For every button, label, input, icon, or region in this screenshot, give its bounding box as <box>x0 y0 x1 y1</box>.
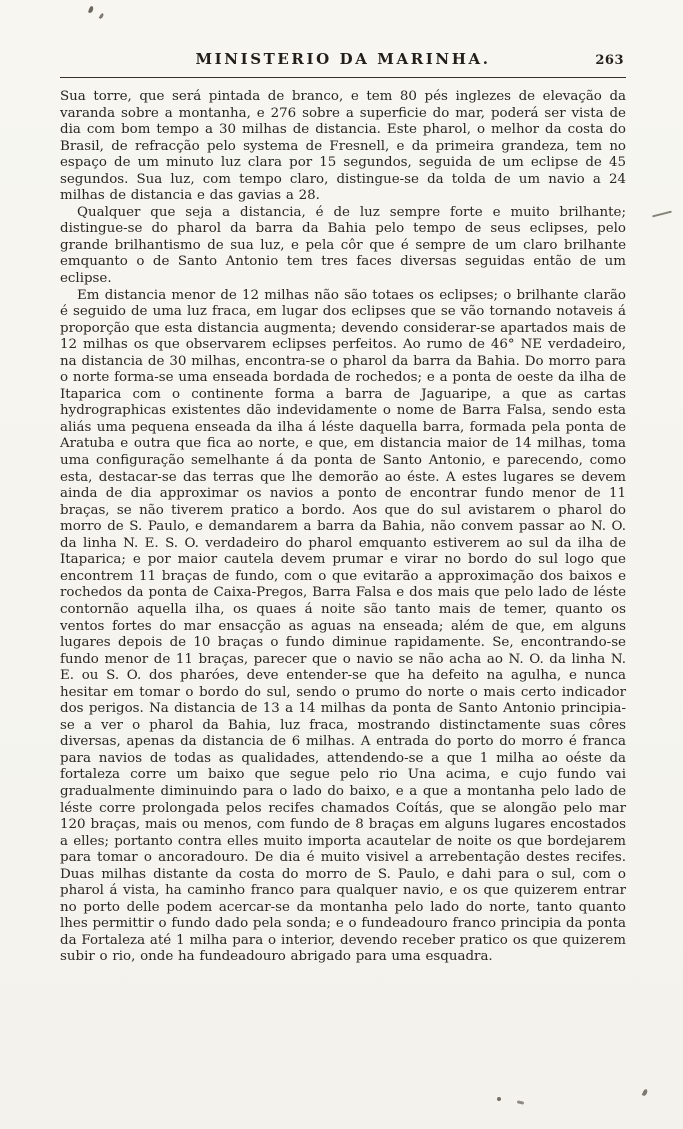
paragraph: Qualquer que seja a distancia, é de luz sempre forte e muito brilhante; distingue-se do pharol da barra da Bahia pelo tempo de seus eclipses, pelo grande brilhantismo de sua luz, e pela côr que é sempre de um claro brilhante emquanto o de Santo Antonio tem tres faces diversas seguidas então de um eclipse. <box>60 204 626 287</box>
running-head-title: MINISTERIO DA MARINHA. <box>195 50 491 68</box>
ink-speck <box>497 1097 501 1101</box>
paragraph: Sua torre, que será pintada de branco, e tem 80 pés inglezes de elevação da varanda sobre a montanha, e 276 sobre a superficie do mar, poderá ser vista de dia com bom tempo a 30 milhas de distancia. Este pharol, o melhor da costa do Brasil, de refracção pelo systema de Fresnell, e da primeira grandeza, tem no espaço de um minuto luz clara por 15 segundos, seguida de um eclipse de 45 segundos. Sua luz, com tempo claro, distingue-se da tolda de um navio a 24 milhas de distancia e das gavias a 28. <box>60 89 626 204</box>
page-header <box>60 50 626 72</box>
paragraph: Em distancia menor de 12 milhas não são totaes os eclipses; o brilhante clarão é seguido de uma luz fraca, em lugar dos eclipses que se vão tornando notaveis á proporção que esta distancia augmenta; devendo considerar-se apartados mais de 12 milhas os que observarem eclipses perfeitos. Ao rumo de 46° NE verdadeiro, na distancia de 30 milhas, encontra-se o pharol da barra da Bahia. Do morro para o norte forma-se uma enseada bordada de rochedos; e a ponta de oeste da ilha de Itaparica com o continente forma a barra de Jaguaripe, a que as cartas hydrographicas existentes dão indevidamente o nome de Barra Falsa, sendo esta aliás uma pequena enseada da ilha á léste daquella barra, formada pela ponta de Aratuba e outra que fica ao norte, e que, em distancia maior de 14 milhas, toma uma configuração semelhante á da ponta de Santo Antonio, e parecendo, como esta, destacar-se das terras que lhe demorão ao éste. A estes lugares se devem ainda de dia approximar os navios a ponto de encontrar fundo menor de 11 braças, se não tiverem pratico a bordo. Aos que do sul avistarem o pharol do morro de S. Paulo, e demandarem a barra da Bahia, não convem passar ao N. O. da linha N. E. S. O. verdadeiro do pharol emquanto estiverem ao sul da ilha de Itaparica; e por maior cautela devem prumar e virar no bordo do sul logo que encontrem 11 braças de fundo, com o que evitarão a approximação dos baixos e rochedos da ponta de Caixa-Pregos, Barra Falsa e dos mais que pelo lado de léste contornão aquella ilha, os quaes á noite são tanto mais de temer, quanto os ventos fortes do mar ensacção as aguas na enseada; além de que, em alguns lugares depois de 10 braças o fundo diminue rapidamente. Se, encontrando-se fundo menor de 11 braças, parecer que o navio se não acha ao N. O. da linha N. E. ou S. O. dos pharóes, deve entender-se que ha defeito na agulha, e nunca hesitar em tomar o bordo do sul, sendo o prumo do norte o mais certo indicador dos perigos. Na distancia de 13 a 14 milhas da ponta de Santo Antonio principia-se a ver o pharol da Bahia, luz fraca, mostrando distinctamente suas côres diversas, apenas da distancia de 6 milhas. A entrada do porto do morro é franca para navios de todas as qualidades, attendendo-se a que 1 milha ao oéste da fortaleza corre um baixo que segue pelo rio Una acima, e cujo fundo vai gradualmente diminuindo para o lado do baixo, e a que a montanha pelo lado de léste corre prolongada pelos recifes chamados Coítás, que se alongão pelo mar 120 braças, mais ou menos, com fundo de 8 braças em alguns lugares encostados a elles; portanto contra elles muito importa acautelar de noite os que bordejarem para tomar o ancoradouro. De dia é muito visivel a arrebentação destes recifes. Duas milhas distante da costa do morro de S. Paulo, e dahi para o sul, com o pharol á vista, ha caminho franco para qualquer navio, e os que quizerem entrar no porto delle podem acercar-se da montanha pelo lado do norte, tanto quanto lhes permittir o fundo dado pela sonda; e o fundeadouro franco principia da ponta da Fortaleza até 1 milha para o interior, devendo receber pratico os que quizerem subir o rio, onde ha fundeadouro abrigado para uma esquadra. <box>60 287 626 965</box>
page-number: 263 <box>595 53 624 68</box>
body-text <box>60 89 626 966</box>
header-rule <box>60 77 626 78</box>
ink-speck <box>517 1100 524 1104</box>
ink-speck <box>642 1088 649 1096</box>
